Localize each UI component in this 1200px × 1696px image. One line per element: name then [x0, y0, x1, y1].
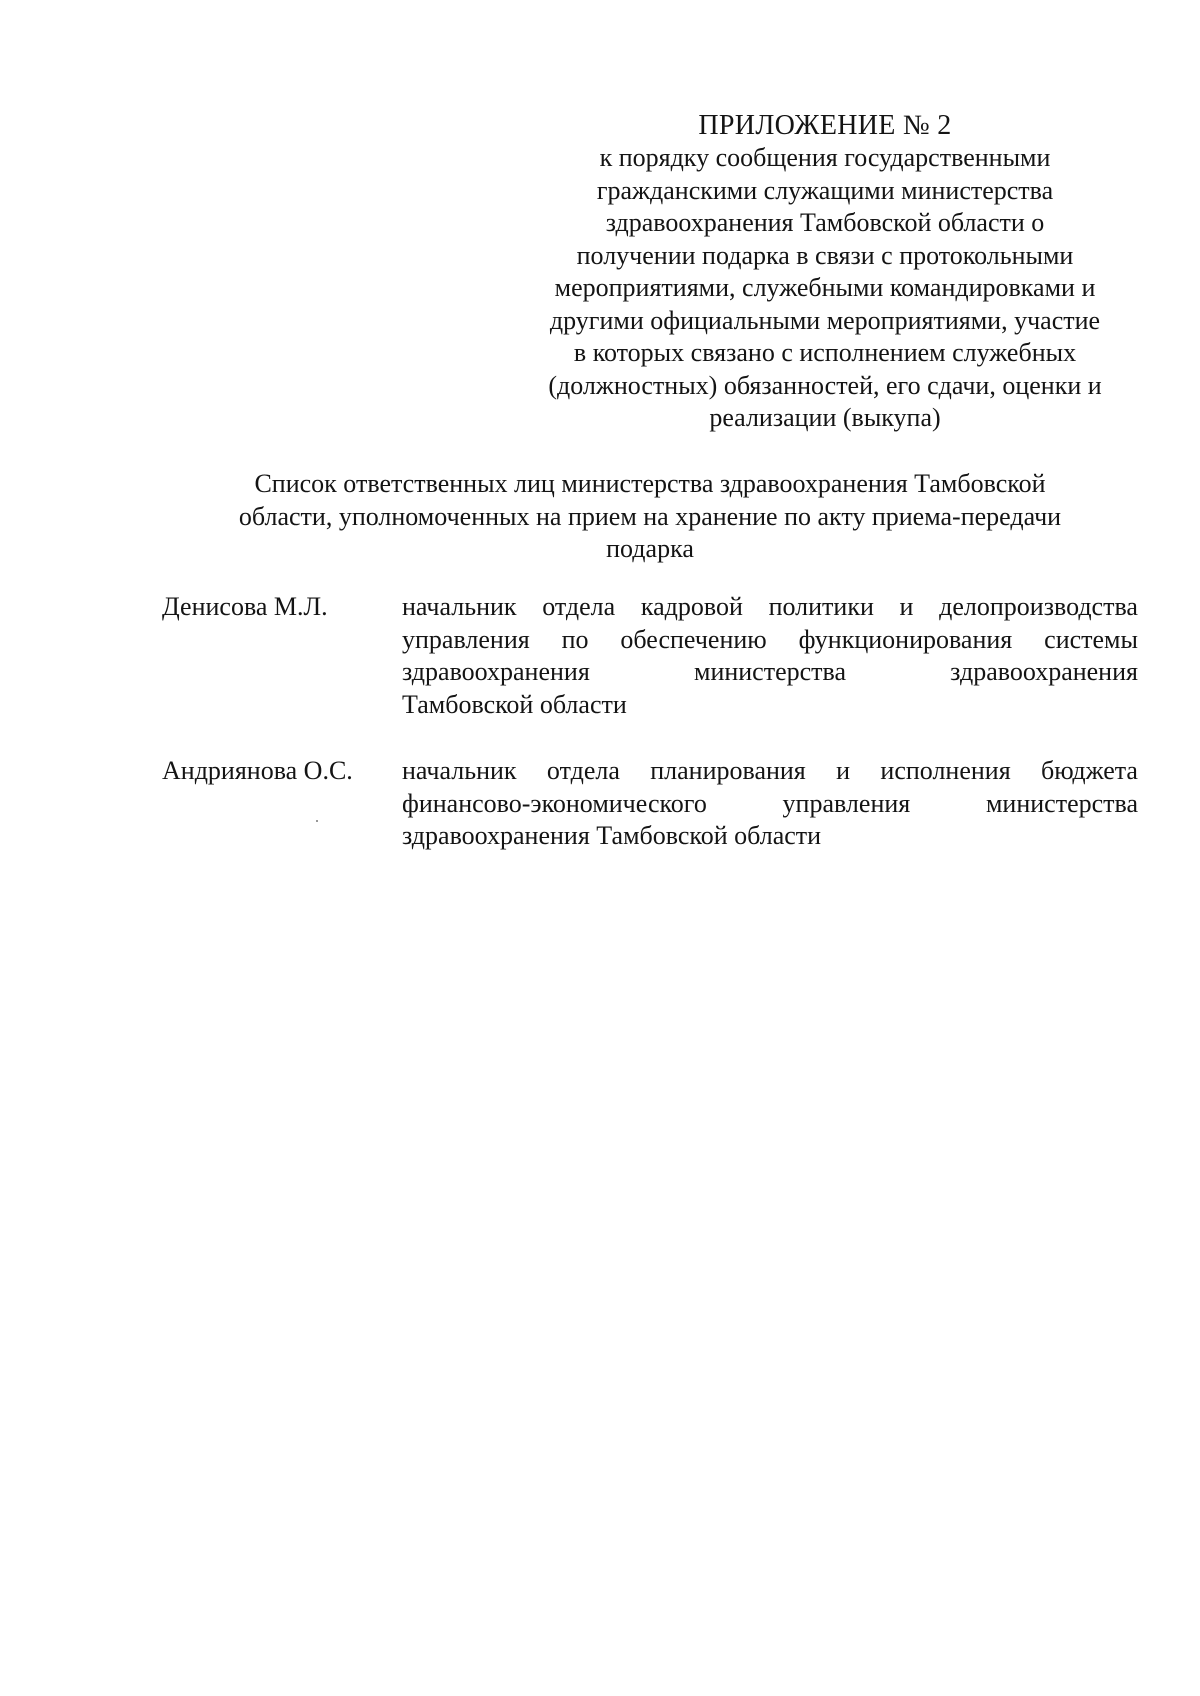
position-line [402, 820, 1138, 853]
scan-speck [316, 820, 318, 822]
position-word: управления [782, 788, 911, 818]
appendix-line: к порядку сообщения государственными [599, 143, 1051, 172]
position-word: по [561, 624, 589, 654]
list-title-line: Список ответственных лиц министерства здравоохранения Тамбовской [254, 469, 1046, 498]
appendix-line: реализации (выкупа) [709, 403, 941, 432]
position-word: исполнения [880, 756, 1011, 785]
position-word: функционирования [798, 624, 1013, 654]
position-word: здравоохранения [402, 657, 590, 686]
position-word: планирования [650, 756, 806, 785]
position-word: отдела [542, 592, 616, 621]
position-line [402, 755, 1138, 788]
appendix-line: мероприятиями, служебными командировками и [554, 273, 1096, 302]
appendix-line: в которых связано с исполнением служебных [573, 338, 1077, 367]
appendix-line: получении подарка в связи с протокольными [576, 240, 1074, 270]
position-word: министерства [693, 657, 846, 686]
person-name: Андриянова О.С. [162, 756, 353, 785]
list-title-line: подарка [606, 534, 694, 563]
position-line [402, 656, 1138, 689]
position-word: делопроизводства [939, 592, 1138, 621]
position-word: начальник [402, 592, 517, 621]
appendix-line: другими официальными мероприятиями, участие [549, 305, 1101, 335]
position-line [402, 591, 1138, 624]
position-word: управления [402, 624, 530, 654]
position-word: начальник [402, 756, 517, 785]
position-word: Тамбовской области [402, 689, 627, 719]
appendix-header [500, 110, 1150, 435]
list-title-line: области, уполномоченных на прием на хранение по акту приема-передачи [238, 501, 1062, 531]
appendix-line: гражданскими служащими министерства [596, 175, 1054, 205]
position-word: министерства [985, 788, 1138, 818]
appendix-line: здравоохранения Тамбовской области о [605, 208, 1045, 237]
appendix-title: ПРИЛОЖЕНИЕ № 2 [698, 110, 952, 141]
person-name: Денисова М.Л. [162, 592, 328, 621]
person-position [402, 755, 1138, 853]
person-position [402, 591, 1138, 721]
position-line [402, 689, 1138, 722]
position-word: и [836, 756, 851, 785]
position-word: системы [1044, 624, 1138, 654]
appendix-line: (должностных) обязанностей, его сдачи, оценки и [548, 370, 1102, 400]
position-word: отдела [546, 756, 620, 785]
list-title [150, 468, 1150, 566]
position-word: кадровой [640, 592, 743, 621]
position-line [402, 624, 1138, 657]
position-word: бюджета [1041, 756, 1138, 785]
position-line [402, 788, 1138, 821]
position-word: обеспечению [620, 624, 767, 654]
position-word: здравоохранения [950, 657, 1138, 686]
position-word: здравоохранения Тамбовской области [402, 821, 822, 850]
position-word: политики [768, 592, 874, 621]
position-word: и [899, 592, 914, 621]
position-word: финансово-экономического [402, 788, 707, 818]
